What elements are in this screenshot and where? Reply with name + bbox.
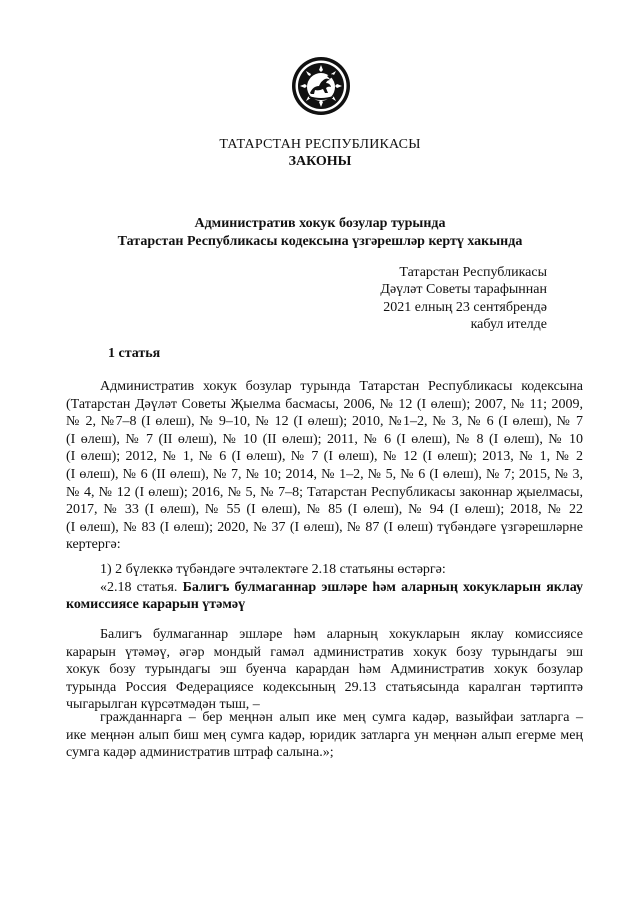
paragraph-line: (I өлеш), № 83 (I өлеш); 2020, № 37 (I өлеш), № 87 (I өлеш) түбәндәге үзгәрешләрне (66, 519, 583, 535)
paragraph-line: хокук бозу турындагы эш буенча карардан һәм Административ хокук бозулар (66, 662, 583, 678)
paragraph-line: гражданнарга – бер меңнән алып ике мең сумга кадәр, вазыйфаи затларга – (100, 710, 583, 725)
article-2-18-prefix: «2.18 статья. (100, 579, 178, 595)
adoption-block (380, 264, 547, 334)
paragraph-line: 2017, № 33 (I өлеш), № 55 (I өлеш), № 85 (I өлеш), № 94 (I өлеш); 2018, № 22 (66, 502, 583, 518)
article-2-18-title-line-1: Балигъ булмаганнар эшләре һәм аларның хокукларын яклау (182, 579, 584, 595)
paragraph-line: турында Россия Федерациясе кодексының 29.13 статьясында каралган тәртиптә (66, 679, 583, 695)
penalty-paragraph (66, 709, 583, 762)
article-2-18-title-cont (66, 596, 583, 614)
paragraph-line: ике меңнән алып биш мең сумга кадәр, юридик затларга ун меңнән алып егерме мең (66, 727, 583, 743)
amendment-paragraph (66, 378, 583, 554)
new-article-block (66, 561, 583, 614)
paragraph-line: чыгарылган күрсәтмәдән тыш, – (66, 697, 260, 713)
adoption-line: 2021 елның 23 сентябрендә (383, 299, 547, 315)
paragraph-line: (I өлеш); 2012, № 1, № 6 (I өлеш), № 7 (I өлеш), № 12 (I өлеш); 2013, № 1, № 2 (66, 449, 583, 465)
adoption-line: Татарстан Республикасы (399, 265, 547, 280)
item-1-text: 1) 2 бүлеккә түбәндәге эчтәлектәге 2.18 статьяны өстәргә: (100, 562, 446, 577)
article-2-18-title-line-2: комиссиясе карарын үтәмәү (66, 597, 246, 613)
article-heading: 1 статья (108, 346, 161, 361)
article-2-18-title (66, 579, 583, 597)
paragraph-line: (Татарстан Дәүләт Советы Җыелма басмасы, 2006, № 12 (I өлеш); 2007, № 11; 2009, (66, 396, 583, 412)
paragraph-line: № 2, №7–8 (I өлеш), № 9–10, № 12 (I өлеш); 2010, №1–2, № 3, № 6 (I өлеш), № 7 (66, 414, 583, 430)
paragraph-line: кертергә: (66, 537, 121, 553)
document-type: ЗАКОНЫ (288, 154, 352, 169)
paragraph-line: (I өлеш), № 6 (II өлеш), № 7, № 10; 2014, № 1–2, № 5, № 6 (I өлеш), № 7; 2015, № 3, (66, 466, 583, 482)
adoption-line: кабул ителде (470, 317, 547, 333)
article-2-18-body (66, 626, 583, 714)
coat-of-arms-emblem (291, 56, 351, 116)
law-title-line-2: Татарстан Республикасы кодексына үзгәрешләр кертү хакында (117, 234, 523, 249)
paragraph-line: (I өлеш), № 7 (II өлеш), № 10 (II өлеш); 2011, № 6 (I өлеш), № 8 (I өлеш), № 10 (66, 431, 583, 447)
paragraph-line: сумга кадәр административ штраф салына.»; (66, 745, 334, 761)
paragraph-line: № 4, № 12 (I өлеш); 2016, № 5, № 7–8; Татарстан Республикасы законнар җыелмасы, (66, 484, 583, 500)
paragraph-line: Балигъ булмаганнар эшләре һәм аларның хокукларын яклау комиссиясе (100, 627, 583, 642)
adoption-line: Дәүләт Советы тарафыннан (380, 282, 547, 298)
paragraph-line: Административ хокук бозулар турында Татарстан Республикасы кодексына (100, 379, 583, 394)
issuer-name: ТАТАРСТАН РЕСПУБЛИКАСЫ (219, 137, 421, 152)
paragraph-line: карарын үтәмәү, әгәр мондый гамәл административ хокук бозу турындагы эш (66, 644, 583, 660)
law-title-line-1: Административ хокук бозулар турында (194, 216, 446, 231)
